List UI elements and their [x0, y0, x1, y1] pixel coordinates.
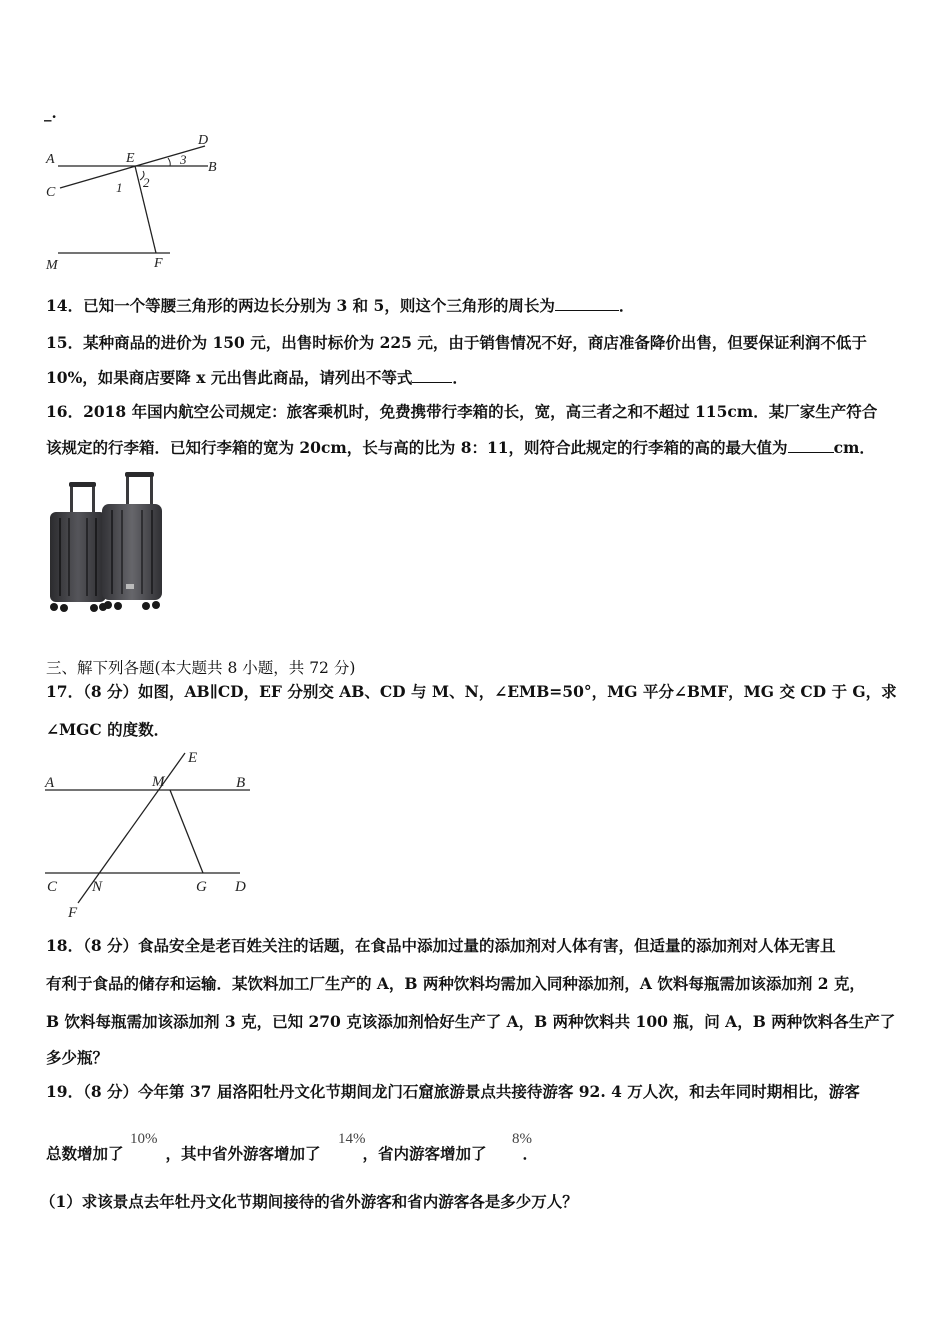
label-1: 1	[116, 180, 123, 195]
q19-seg2: ，其中省外游客增加了	[165, 1144, 321, 1163]
question-19-line1: 19．（8 分）今年第 37 届洛阳牡丹文化节期间龙门石窟旅游景点共接待游客 92. 4 万人次，和去年同时期相比，游客	[46, 1082, 860, 1101]
figure-q13	[40, 128, 240, 273]
q14-end: ．	[618, 296, 635, 315]
label-e: E	[126, 151, 135, 166]
label-f: F	[154, 256, 163, 271]
q19-seg3: ，省内游客增加了	[362, 1144, 487, 1163]
label-c: C	[46, 185, 56, 200]
question-18-line4: 多少瓶？	[46, 1048, 109, 1067]
luggage-image	[42, 470, 167, 615]
angle-arc-3	[168, 158, 170, 166]
question-19-sub1: （1）求该景点去年牡丹文化节期间接待的省外游客和省内游客各是多少万人？	[40, 1192, 578, 1211]
top-mark: _.	[44, 104, 57, 122]
q19-percent-2: 14%	[338, 1131, 366, 1147]
q19-percent-1: 10%	[130, 1131, 158, 1147]
q14-text: 14．已知一个等腰三角形的两边长分别为 3 和 5，则这个三角形的周长为	[46, 296, 555, 315]
q14-answer-blank[interactable]	[555, 296, 619, 311]
label-m: M	[152, 774, 165, 790]
q19-percent-3: 8%	[512, 1131, 532, 1147]
question-17-line1: 17．（8 分）如图，AB∥CD，EF 分别交 AB、CD 与 M、N，∠EMB=50°，MG 平分∠BMF，MG 交 CD 于 G，求	[46, 682, 897, 701]
label-f: F	[68, 905, 78, 921]
question-14	[46, 296, 634, 316]
label-3: 3	[180, 152, 187, 167]
label-b: B	[236, 775, 246, 791]
q15-end: ．	[452, 368, 468, 387]
q19-seg1: 总数增加了	[46, 1144, 124, 1163]
question-15-line2	[46, 368, 468, 388]
question-16-line2	[46, 438, 875, 458]
label-g: G	[196, 879, 207, 895]
question-18-line2: 有利于食品的储存和运输．某饮料加工厂生产的 A，B 两种饮料均需加入同种添加剂，A 饮料每瓶需加该添加剂 2 克，	[46, 974, 865, 993]
label-a: A	[46, 152, 55, 167]
label-a: A	[45, 775, 55, 791]
label-e: E	[188, 750, 198, 766]
q16-text: 该规定的行李箱．已知行李箱的宽为 20cm，长与高的比为 8：11，则符合此规定的行李箱的高的最大值为	[46, 438, 788, 457]
q16-end: cm．	[833, 438, 875, 457]
question-18-line3: B 饮料每瓶需加该添加剂 3 克，已知 270 克该添加剂恰好生产了 A，B 两种饮料共 100 瓶，问 A，B 两种饮料各生产了	[46, 1012, 896, 1031]
line-mg	[170, 790, 203, 873]
q15-answer-blank[interactable]	[412, 368, 452, 383]
label-m: M	[46, 258, 58, 273]
q16-answer-blank[interactable]	[788, 438, 834, 453]
label-n: N	[92, 879, 103, 895]
question-18-line1: 18．（8 分）食品安全是老百姓关注的话题，在食品中添加过量的添加剂对人体有害，但适量的添加剂对人体无害且	[46, 936, 836, 955]
label-c: C	[47, 879, 58, 895]
question-16-line1: 16．2018 年国内航空公司规定：旅客乘机时，免费携带行李箱的长，宽，高三者之和不超过 115cm．某厂家生产符合	[46, 402, 878, 421]
figure-q17	[40, 745, 265, 923]
label-2: 2	[143, 175, 150, 190]
q19-end: ．	[522, 1144, 539, 1163]
label-b: B	[208, 160, 217, 175]
label-d: D	[235, 879, 246, 895]
section-3-heading: 三、解下列各题(本大题共 8 小题，共 72 分)	[46, 659, 356, 677]
question-15-line1: 15．某种商品的进价为 150 元，出售时标价为 225 元，由于销售情况不好，商店准备降价出售，但要保证利润不低于	[46, 333, 867, 352]
label-d: D	[198, 133, 209, 148]
q15-text: 10%，如果商店要降 x 元出售此商品，请列出不等式	[46, 368, 413, 387]
question-19-line2	[46, 1144, 538, 1164]
question-17-line2: ∠MGC 的度数．	[46, 720, 170, 739]
